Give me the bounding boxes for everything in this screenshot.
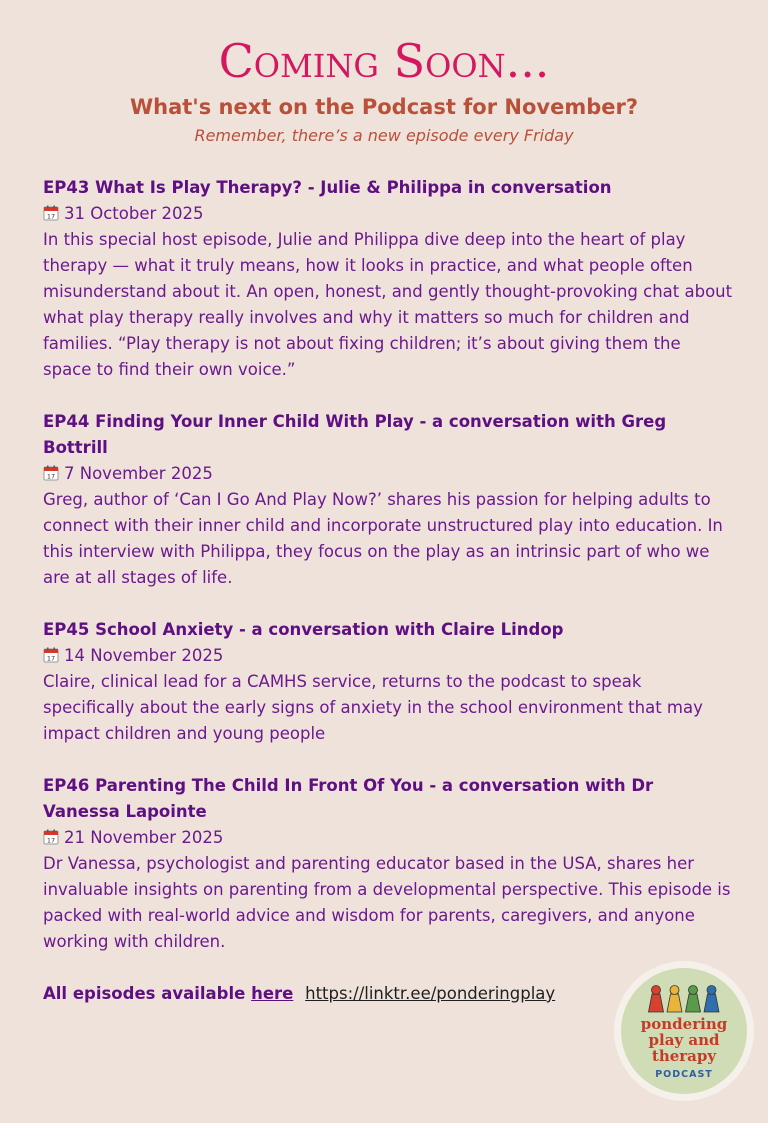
episode-title: EP45 School Anxiety - a conversation with Claire Lindop — [43, 620, 564, 639]
episode-list — [43, 175, 733, 1007]
pawn-head — [689, 986, 698, 995]
linktree-url-link[interactable]: https://linktr.ee/ponderingplay — [305, 984, 556, 1003]
calendar-icon — [43, 465, 59, 481]
here-link[interactable]: here — [251, 984, 294, 1003]
svg-text:17: 17 — [46, 654, 56, 663]
episode-description: Dr Vanessa, psychologist and parenting educator based in the USA, shares her invaluable insights on parenting from a developmental perspective. This episode is packed with real-world advice and wisdom for parents, caregivers, and anyone working with children. — [43, 854, 731, 951]
logo-line-2: play and — [648, 1031, 720, 1049]
page-tagline: Remember, there’s a new episode every Friday — [194, 126, 574, 145]
episode-title: EP43 What Is Play Therapy? - Julie & Philippa in conversation — [43, 178, 612, 197]
calendar-icon — [43, 205, 59, 221]
episode-date-row — [43, 825, 733, 851]
calendar-icon — [43, 647, 59, 663]
episode-item — [43, 617, 733, 747]
episode-item — [43, 409, 733, 591]
episode-title: EP44 Finding Your Inner Child With Play - a conversation with Greg Bottrill — [43, 412, 667, 457]
pawn-body — [704, 994, 719, 1012]
episode-description: Greg, author of ‘Can I Go And Play Now?’ shares his passion for helping adults to connect with their inner child and incorporate unstructured play into education. In this interview with Philippa, they focus on the play as an intrinsic part of who we are at all stages of life. — [43, 490, 723, 587]
episode-item — [43, 773, 733, 955]
episode-date-row — [43, 201, 733, 227]
page-subtitle: What's next on the Podcast for November? — [129, 95, 639, 119]
episode-title: EP46 Parenting The Child In Front Of You - a conversation with Dr Vanessa Lapointe — [43, 776, 654, 821]
svg-text:17: 17 — [46, 836, 56, 845]
episode-date: 31 October 2025 — [64, 204, 204, 223]
episode-description: Claire, clinical lead for a CAMHS service, returns to the podcast to speak specifically about the early signs of anxiety in the school environment that may impact children and young people — [43, 672, 703, 743]
episode-item — [43, 175, 733, 383]
episode-date-row — [43, 461, 733, 487]
logo-line-3: therapy — [651, 1047, 717, 1065]
logo-subtitle: PODCAST — [655, 1069, 713, 1080]
pawn-body — [649, 994, 664, 1012]
episode-date: 7 November 2025 — [64, 464, 213, 483]
episode-date-row — [43, 643, 733, 669]
pawn-head — [707, 986, 716, 995]
pawn-head — [652, 986, 661, 995]
logo-badge — [621, 968, 747, 1094]
calendar-icon — [43, 829, 59, 845]
logo-wordmark — [621, 1016, 747, 1064]
svg-text:17: 17 — [46, 212, 56, 221]
pawn-body — [667, 994, 682, 1012]
pawn-body — [686, 994, 701, 1012]
episode-date: 14 November 2025 — [64, 646, 224, 665]
logo-line-1: pondering — [640, 1015, 728, 1033]
pawns-icon — [648, 984, 720, 1014]
page-title: Coming Soon... — [218, 34, 550, 88]
episode-date: 21 November 2025 — [64, 828, 224, 847]
pawn-head — [670, 986, 679, 995]
podcast-logo — [614, 961, 754, 1101]
svg-text:17: 17 — [46, 472, 56, 481]
episode-description: In this special host episode, Julie and Philippa dive deep into the heart of play therapy — what it truly means, how it looks in practice, and what people often misunderstand about it. An open, honest, and gently thought-provoking chat about what play therapy really involves and why it matters so much for children and families. “Play therapy is not about fixing children; it’s about giving them the space to find their own voice.” — [43, 230, 733, 379]
footer-prefix: All episodes available — [43, 984, 252, 1003]
